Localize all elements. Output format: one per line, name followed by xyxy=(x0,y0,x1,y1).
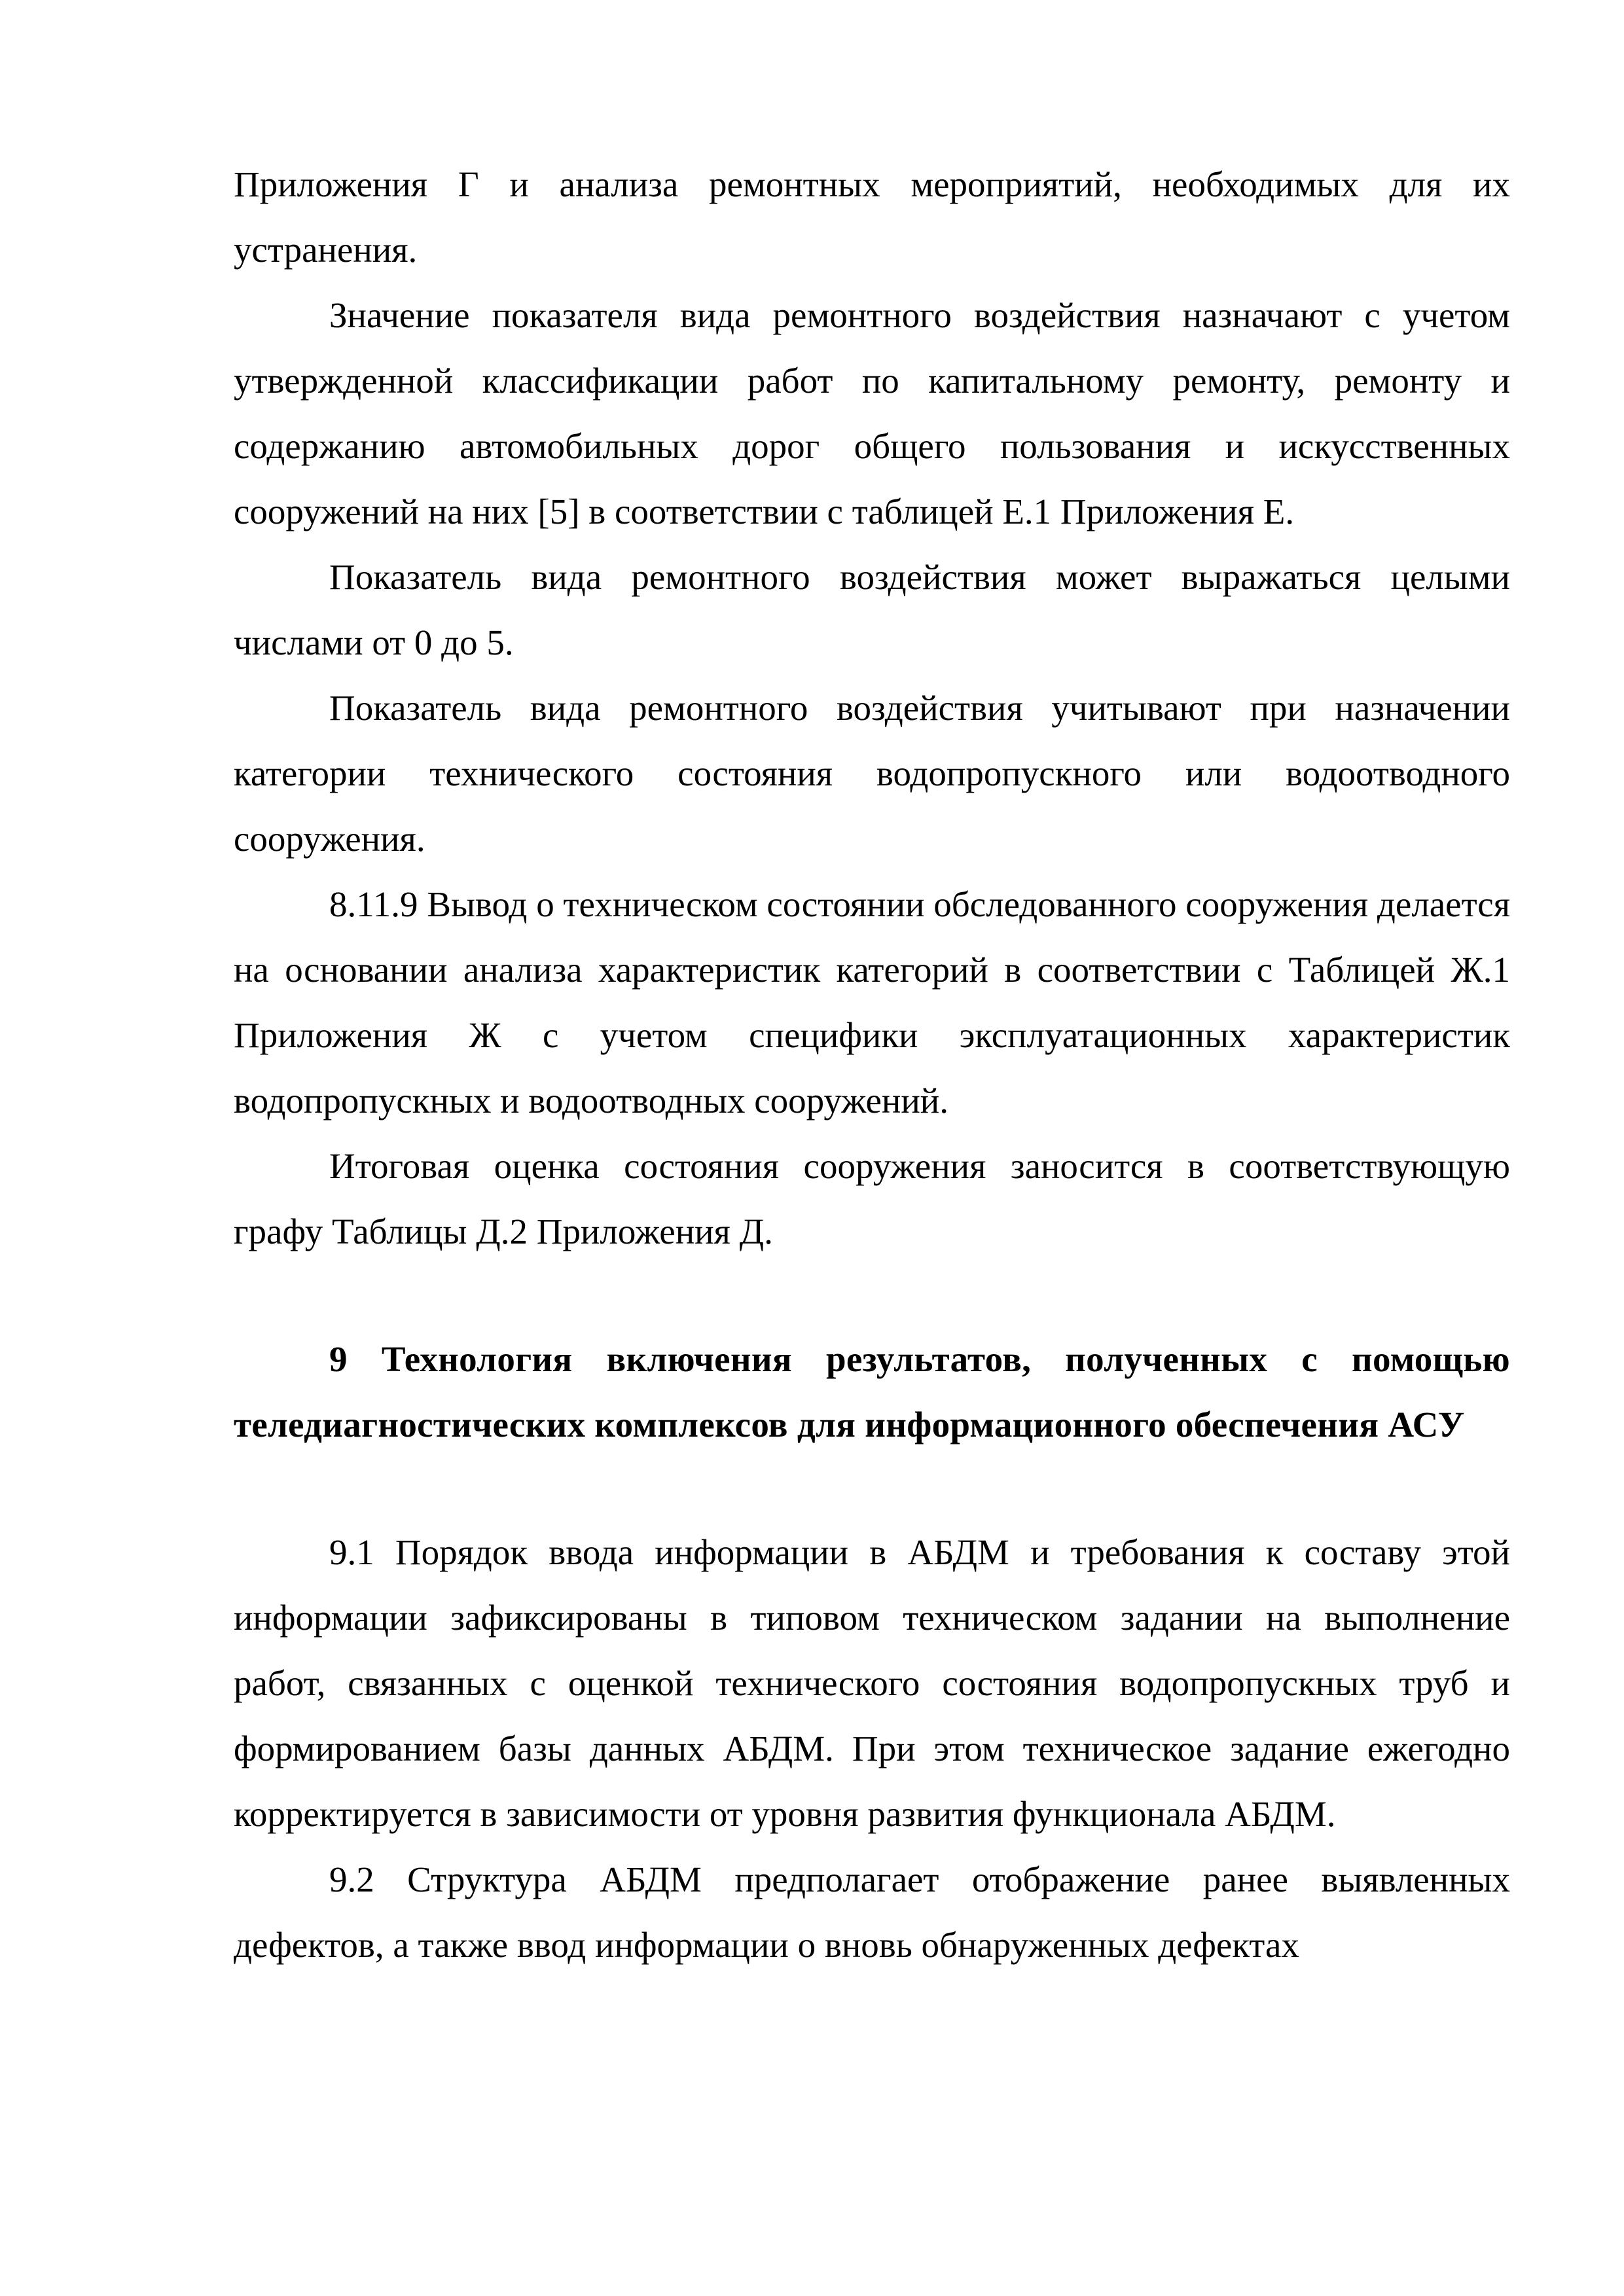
paragraph-9-2: 9.2 Структура АБДМ предполагает отображение ранее выявленных дефектов, а также ввод информации о вновь обнаруженных дефектах xyxy=(234,1859,1510,1965)
spacer xyxy=(234,1458,1510,1520)
paragraph-8-11-9: 8.11.9 Вывод о техническом состоянии обследованного сооружения делается на основании анализа характеристик категорий в соответствии с Таблицей Ж.1 Приложения Ж с учетом специфики эксплуатационных характеристик водопропускных и водоотводных сооружений. xyxy=(234,884,1510,1121)
paragraph-continuation: Приложения Г и анализа ремонтных мероприятий, необходимых для их устранения. xyxy=(234,164,1510,270)
paragraph-repair-index-assignment: Значение показателя вида ремонтного воздействия назначают с учетом утвержденной классификации работ по капитальному ремонту, ремонту и содержанию автомобильных дорог общего пользования и искусственных сооружений на них [5] в соответствии с таблицей Е.1 Приложения Е. xyxy=(234,295,1510,531)
section-heading-9: 9 Технология включения результатов, полученных с помощью теледиагностических комплексов для информационного обеспечения АСУ xyxy=(234,1339,1510,1444)
paragraph-final-assessment: Итоговая оценка состояния сооружения заносится в соответствующую графу Таблицы Д.2 Приложения Д. xyxy=(234,1146,1510,1251)
paragraph-9-1: 9.1 Порядок ввода информации в АБДМ и требования к составу этой информации зафиксированы в типовом техническом задании на выполнение работ, связанных с оценкой технического состояния водопропускных труб и формированием базы данных АБДМ. При этом техническое задание ежегодно корректируется в зависимости от уровня развития функционала АБДМ. xyxy=(234,1532,1510,1834)
spacer xyxy=(234,1265,1510,1327)
document-body xyxy=(234,152,1510,1978)
paragraph-repair-index-range: Показатель вида ремонтного воздействия может выражаться целыми числами от 0 до 5. xyxy=(234,557,1510,662)
paragraph-repair-index-usage: Показатель вида ремонтного воздействия учитывают при назначении категории технического состояния водопропускного или водоотводного сооружения. xyxy=(234,688,1510,859)
